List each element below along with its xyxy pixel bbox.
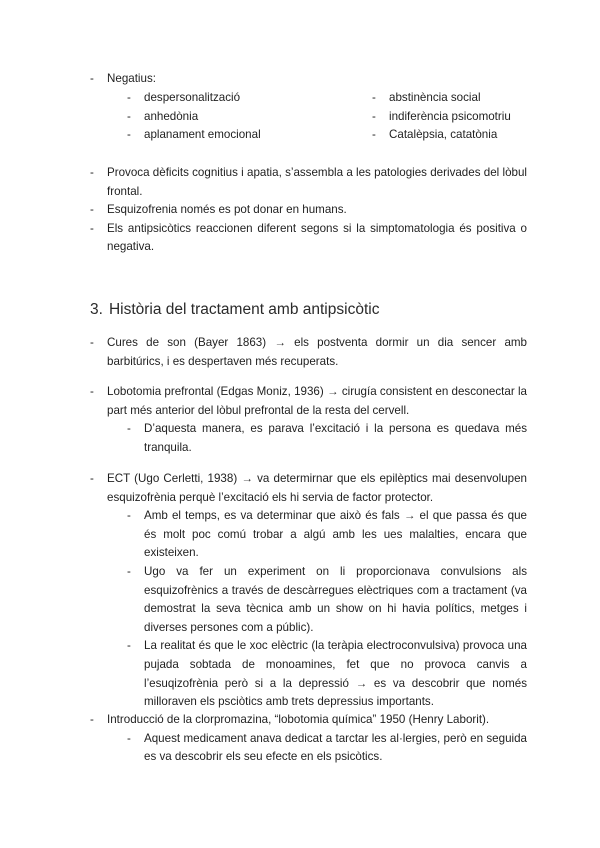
bullet-dash: -: [90, 72, 94, 85]
bullet-dash: -: [90, 713, 94, 726]
sub-bullet-text: Aquest medicament anava dedicat a tarctar les al·lergies, però en seguida es va descobrir els seu efecte en els psicòtics.: [144, 731, 527, 764]
history-lobotomia: [0, 383, 527, 457]
negatius-column-2: [245, 89, 511, 145]
sub-bullet-item: [0, 637, 527, 711]
history-clorpromazina: [0, 711, 527, 767]
negatius-item: [0, 108, 261, 127]
negatius-item-text: indiferència psicomotriu: [389, 109, 511, 123]
sub-bullet-text: Ugo va fer un experiment on li proporcionava convulsions als esquizofrènics a través de descàrregues elèctriques com a tractament (va demostrat la seva tècnica amb un show on hi havia polítics, metges i diverses persones com a públic).: [144, 564, 527, 634]
top-bullets: [0, 164, 527, 257]
sub-bullet-text: D’aquesta manera, es parava l’excitació i la persona es quedava més tranquila.: [144, 422, 527, 454]
bullet-dash: -: [127, 731, 131, 745]
sub-bullet-text: Amb el temps, es va determinar que això és fals → el que passa és que és molt poc comú trobar a algú amb les ues malalties, encara que existeixen.: [144, 509, 527, 560]
negatius-label: Negatius:: [107, 72, 156, 85]
sub-bullet-item: [0, 507, 527, 563]
bullet-item: [0, 334, 527, 371]
bullet-item: [0, 383, 527, 420]
bullet-dash: -: [372, 91, 376, 104]
bullet-dash: -: [90, 203, 94, 217]
bullet-dash: -: [127, 422, 131, 436]
sub-bullet-text: La realitat és que le xoc elèctric (la teràpia electroconvulsiva) provoca una pujada sobtada de monoamines, fet que no provoca canvis a l’esuqizofrènia però si a la depressió → es va descobrir que només milloraven els psciòtics amb trets depressius importants.: [144, 639, 527, 709]
bullet-text: ECT (Ugo Cerletti, 1938) → va determirnar que els epilèptics mai desenvolupen esquizofrènia perquè l’excitació els hi servia de factor protector.: [107, 472, 527, 504]
negatius-item: [0, 126, 261, 145]
bullet-text: Cures de son (Bayer 1863) → els postventa dormir un dia sencer amb barbitúrics, i es despertaven més recuperats.: [107, 336, 527, 368]
negatius-item-text: aplanament emocional: [144, 128, 261, 142]
negatius-column-1: [0, 89, 261, 145]
bullet-dash: -: [127, 128, 131, 142]
negatius-item-text: despersonalització: [144, 91, 241, 104]
negatius-item: [245, 126, 511, 145]
bullet-text: Introducció de la clorpromazina, “lobotomia química” 1950 (Henry Laborit).: [107, 713, 490, 726]
bullet-item: [0, 164, 527, 201]
bullet-dash: -: [127, 509, 131, 523]
bullet-text: Esquizofrenia només es pot donar en humans.: [107, 203, 347, 217]
bullet-item: [0, 470, 527, 507]
negatius-item-text: anhedònia: [144, 109, 199, 123]
bullet-dash: -: [90, 336, 94, 349]
history-cures-son: [0, 334, 527, 371]
section-heading: [90, 300, 379, 320]
negatius-item-text: Catalèpsia, catatònia: [389, 128, 498, 142]
bullet-dash: -: [127, 109, 131, 123]
sub-bullet-item: [0, 730, 527, 767]
bullet-dash: -: [127, 91, 131, 104]
bullet-dash: -: [90, 472, 94, 485]
bullet-dash: -: [127, 639, 131, 653]
bullet-item: [0, 220, 527, 257]
bullet-dash: -: [90, 385, 94, 398]
section-number: 3.: [90, 301, 103, 318]
bullet-negatius: [0, 70, 527, 89]
bullet-dash: -: [372, 128, 376, 142]
bullet-text: Provoca dèficits cognitius i apatia, s’assembla a les patologies derivades del lòbul frontal.: [107, 166, 527, 198]
sub-bullet-item: [0, 420, 527, 457]
bullet-item: [0, 201, 527, 220]
negatius-item: [0, 89, 261, 108]
history-ect: [0, 470, 527, 712]
bullet-text: Els antipsicòtics reaccionen diferent segons si la simptomatologia és positiva o negativa.: [107, 221, 527, 254]
sub-bullet-item: [0, 563, 527, 637]
bullet-dash: -: [127, 564, 131, 578]
bullet-item: [0, 711, 527, 730]
negatius-item-text: abstinència social: [389, 91, 481, 104]
bullet-dash: -: [372, 109, 376, 123]
bullet-dash: -: [90, 166, 94, 179]
negatius-item: [245, 108, 511, 127]
negatius-item: [245, 89, 511, 108]
section-title: Història del tractament amb antipsicòtic: [108, 301, 380, 318]
bullet-text: Lobotomia prefrontal (Edgas Moniz, 1936) → cirugía consistent en desconectar la part més anterior del lòbul prefrontal de la resta del cervell.: [107, 385, 527, 417]
bullet-dash: -: [90, 221, 94, 235]
